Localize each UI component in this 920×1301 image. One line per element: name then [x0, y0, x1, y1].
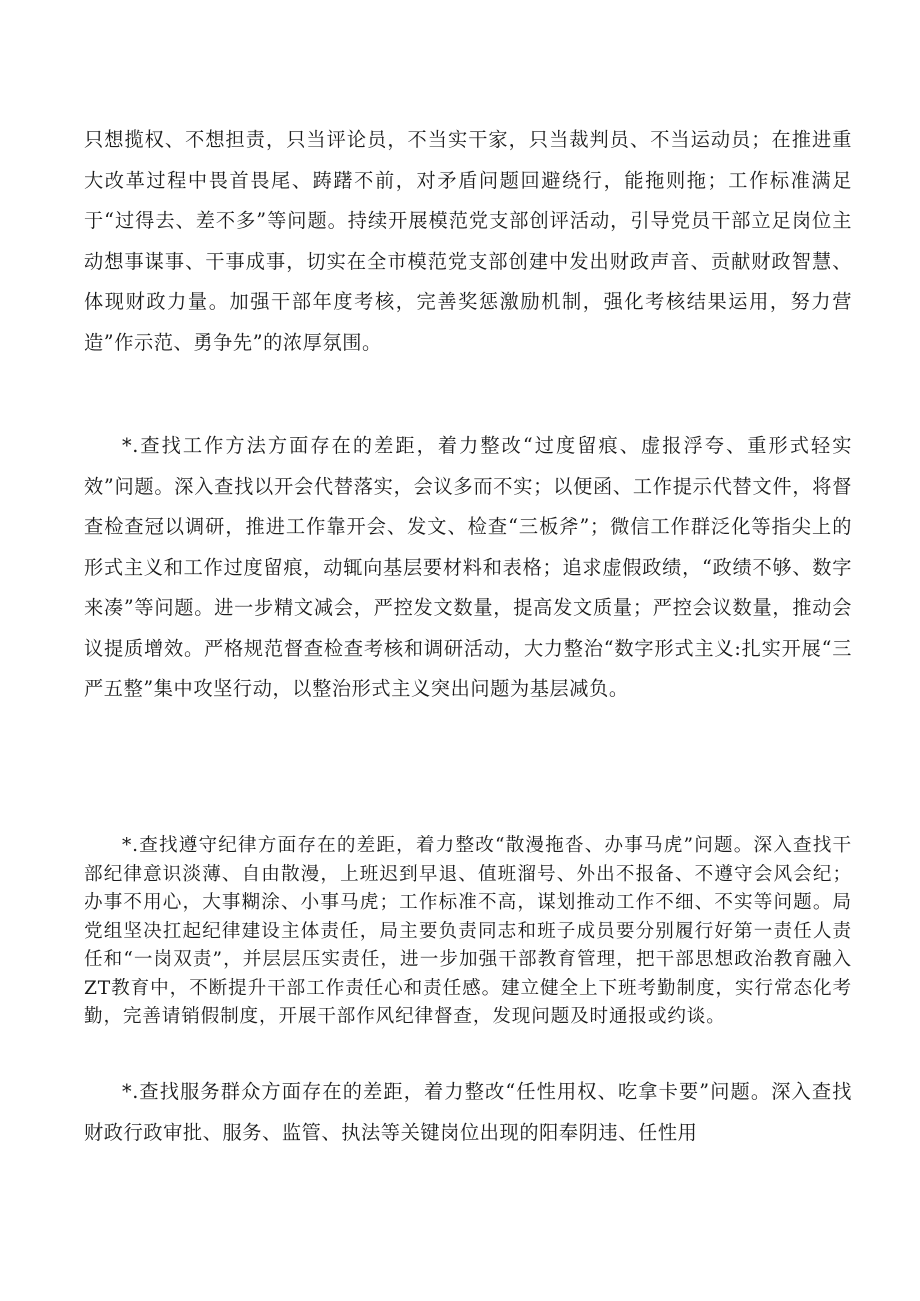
- paragraph-discipline: *.查找遵守纪律方面存在的差距，着力整改“散漫拖沓、办事马虎”问题。深入查找干部纪律意识淡薄、自由散漫，上班迟到早退、值班溜号、外出不报备、不遵守会风会纪；办事不用心，大事糊涂、小事马虎；工作标准不高，谋划推动工作不细、不实等问题。局党组坚决扛起纪律建设主体责任，局主要负责同志和班子成员要分别履行好第一责任人责任和“一岗双责”，并层层压实责任，进一步加强干部教育管理，把干部思想政治教育融入ZT教育中，不断提升干部工作责任心和责任感。建立健全上下班考勤制度，实行常态化考勤，完善请销假制度，开展干部作风纪律督查，发现问题及时通报或约谈。: [84, 835, 852, 1027]
- paragraph-work-responsibility: 只想揽权、不想担责，只当评论员，不当实干家，只当裁判员、不当运动员；在推进重大改革过程中畏首畏尾、踌躇不前，对矛盾问题回避绕行，能拖则拖；工作标准满足于“过得去、差不多”等问题。持续开展模范党支部创评活动，引导党员干部立足岗位主动想事谋事、干事成事，切实在全市模范党支部创建中发出财政声音、贡献财政智慧、体现财政力量。加强干部年度考核，完善奖惩激励机制，强化考核结果运用，努力营造”作示范、勇争先”的浓厚氛围。: [84, 128, 852, 354]
- paragraph-work-methods: *.查找工作方法方面存在的差距，着力整改“过度留痕、虚报浮夸、重形式轻实效”问题。深入查找以开会代替落实，会议多而不实；以便函、工作提示代替文件，将督查检查冠以调研，推进工作靠开会、发文、检查“三板斧”；微信工作群泛化等指尖上的形式主义和工作过度留痕，动辄向基层要材料和表格；追求虚假政绩，“政绩不够、数字来凑”等问题。进一步精文减会，严控发文数量，提高发文质量；严控会议数量，推动会议提质增效。严格规范督查检查考核和调研活动，大力整治“数字形式主义:扎实开展“三严五整”集中攻坚行动，以整治形式主义突出问题为基层减负。: [84, 434, 852, 700]
- paragraph-serving-masses: *.查找服务群众方面存在的差距，着力整改“任性用权、吃拿卡要”问题。深入查找财政行政审批、服务、监管、执法等关键岗位出现的阳奉阴违、任性用: [84, 1080, 852, 1144]
